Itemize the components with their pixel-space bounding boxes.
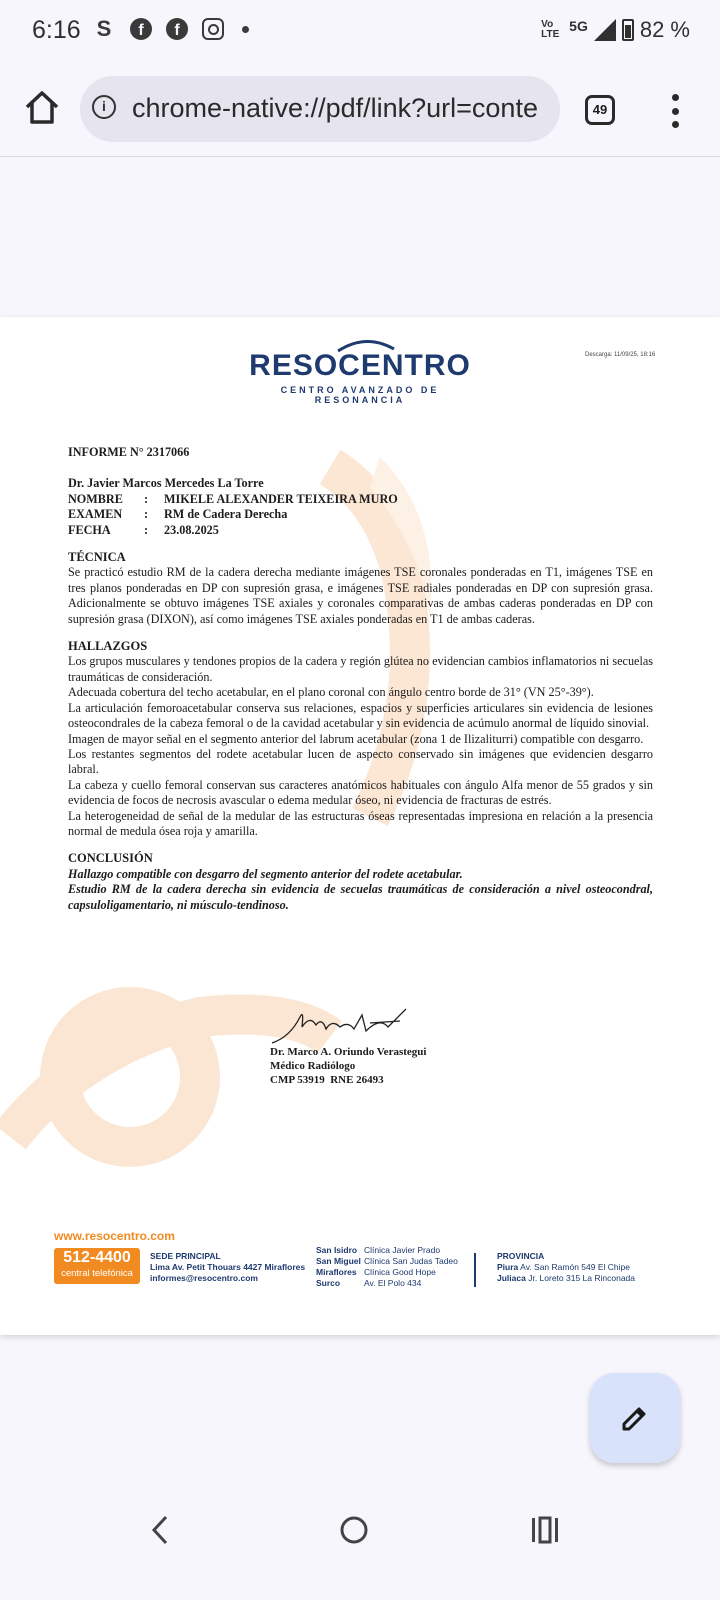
sede-address: Lima Av. Petit Thouars 4427 Miraflores	[150, 1262, 306, 1272]
download-stamp: Descarga: 11/09/25, 18:16	[585, 352, 656, 358]
report-header	[68, 445, 653, 913]
home-button[interactable]	[22, 88, 62, 128]
hallazgo-item: Los grupos musculares y tendones propios de la cadera y región glútea no evidencian cambios inflamatorios ni secuelas traumáticas de consideración.	[68, 654, 653, 684]
dot-icon	[242, 26, 249, 33]
more-menu-button[interactable]	[668, 94, 682, 128]
referring-doctor: Dr. Javier Marcos Mercedes La Torre	[68, 476, 264, 491]
meta-key: FECHA	[68, 522, 111, 537]
instagram-icon	[202, 18, 224, 40]
provincia-address: Av. San Ramón 549 El Chipe	[520, 1262, 630, 1272]
conclusion-title: CONCLUSIÓN	[68, 851, 153, 866]
conclusion-item: Hallazgo compatible con desgarro del segmento anterior del rodete acetabular.	[68, 866, 463, 881]
hallazgo-item: La heterogeneidad de señal de la medular de las estructuras óseas representadas impresiona en relación a la presencia normal de medula ósea roja y amarilla.	[68, 808, 653, 838]
branch-district: Surco	[316, 1278, 341, 1288]
tecnica-text: Se practicó estudio RM de la cadera derecha mediante imágenes TSE coronales ponderadas en T1, imágenes TSE en tres planos ponderadas en DP con supresión grasa, e imágenes TSE radiales ponderadas en DP con supresión grasa. Adicionalmente se obtuvo imágenes TSE axiales y coronales comparativas de ambas caderas ponderadas en DP con supresión grasa (DIXON), así como imágenes TSE axiales ponderadas en T1 de ambas caderas.	[68, 565, 653, 626]
menu-dot-icon	[672, 108, 679, 115]
pdf-page	[0, 317, 720, 1335]
hallazgo-item: Los restantes segmentos del rodete acetabular lucen de aspecto conservado sin imágenes que evidencien desgarro labral.	[68, 746, 653, 777]
meta-name-row: NOMBRE : MIKELE ALEXANDER TEIXEIRA MURO	[68, 491, 398, 506]
home-nav-icon[interactable]	[338, 1514, 370, 1546]
meta-date-row: FECHA : 23.08.2025	[68, 522, 219, 537]
report-number: INFORME N° 2317066	[68, 445, 190, 459]
phone-badge	[54, 1248, 140, 1284]
facebook-icon: f	[130, 18, 152, 40]
info-icon[interactable]: i	[92, 95, 116, 119]
pencil-icon	[621, 1404, 649, 1432]
battery-icon	[622, 19, 634, 41]
provincia-title: PROVINCIA	[497, 1251, 545, 1261]
provincia-city: Juliaca	[497, 1273, 526, 1283]
sede-principal	[150, 1251, 305, 1284]
navigation-bar	[0, 1480, 720, 1600]
branch-clinic: Clínica San Judas Tadeo	[364, 1256, 458, 1266]
branch-clinic: Clínica Javier Prado	[364, 1245, 441, 1255]
tab-switcher-button[interactable]: 49	[585, 95, 615, 125]
hallazgos-title: HALLAZGOS	[68, 639, 148, 654]
provincia-address: Jr. Loreto 315 La Rinconada	[528, 1273, 636, 1283]
signature-image	[270, 1007, 420, 1047]
system-icons	[541, 17, 690, 43]
footer-website: www.resocentro.com	[54, 1229, 175, 1243]
logo-title: RESOCENTRO	[249, 349, 471, 382]
clock: 6:16	[32, 16, 81, 44]
s-icon: S	[96, 16, 112, 41]
back-icon[interactable]	[148, 1514, 172, 1546]
sede-title: SEDE PRINCIPAL	[150, 1251, 221, 1261]
recents-icon[interactable]	[530, 1516, 560, 1544]
battery-percent: 82 %	[639, 17, 690, 42]
browser-toolbar	[0, 64, 720, 157]
signer-title: Médico Radiólogo	[270, 1060, 356, 1072]
branch-clinic: Clínica Good Hope	[364, 1267, 436, 1277]
phone-number: 512-4400	[63, 1249, 131, 1266]
menu-dot-icon	[672, 121, 679, 128]
tecnica-title: TÉCNICA	[68, 550, 126, 565]
hallazgo-item: La articulación femoroacetabular conserva sus relaciones, espacios y superficies articulares sin evidencia de lesiones osteocondrales de la cabeza femoral o de la cavidad acetabular y sin evidencia de acúmulo anormal de líquido sinovial.	[68, 700, 653, 731]
hallazgo-item: La cabeza y cuello femoral conservan sus caracteres anatómicos habituales con ángulo Alfa menor de 55 grados y sin evidencia de focos de necrosis avascular o edema medular óseo, ni evidencia de fracturas de estrés.	[68, 777, 653, 808]
pdf-footer	[54, 1229, 674, 1288]
menu-dot-icon	[672, 94, 679, 101]
hallazgo-item: Imagen de mayor señal en el segmento anterior del labrum acetabular (zona 1 de Ilizaliturri) compatible con desgarro.	[68, 731, 644, 746]
meta-key: NOMBRE	[68, 491, 123, 506]
volte-label: Vo LTE	[541, 19, 560, 40]
provincia-block	[497, 1251, 635, 1284]
meta-value: RM de Cadera Derecha	[164, 507, 288, 522]
branch-district: San Isidro	[316, 1245, 358, 1255]
branch-district: Miraflores	[316, 1267, 357, 1277]
signal-icon	[594, 19, 616, 41]
phone-label: central telefónica	[61, 1268, 133, 1279]
facebook-icon: f	[166, 18, 188, 40]
network-type: 5G	[569, 18, 588, 34]
branch-district: San Miguel	[316, 1256, 361, 1266]
logo-arc-icon	[336, 339, 396, 353]
signer-name: Dr. Marco A. Oriundo Verastegui	[270, 1046, 427, 1058]
sede-email: informes@resocentro.com	[150, 1273, 258, 1283]
meta-value: 23.08.2025	[164, 522, 219, 537]
provincia-city: Piura	[497, 1262, 519, 1272]
signature-block	[270, 1045, 426, 1087]
conclusion-item: Estudio RM de la cadera derecha sin evidencia de secuelas traumáticas de consideración a nivel osteocondral, capsuloligamentario, ni músculo-tendinoso.	[68, 882, 653, 912]
branch-clinics	[364, 1245, 458, 1289]
meta-key: EXAMEN	[68, 507, 123, 522]
edit-fab-button[interactable]	[590, 1373, 680, 1463]
url-text[interactable]: chrome-native://pdf/link?url=conte	[132, 93, 538, 123]
resocentro-logo	[240, 349, 480, 405]
logo-subtitle: CENTRO AVANZADO DE RESONANCIA	[280, 385, 440, 405]
meta-exam-row: EXAMEN : RM de Cadera Derecha	[68, 507, 288, 522]
address-bar[interactable]	[80, 76, 560, 142]
signer-codes: CMP 53919 RNE 26493	[270, 1074, 384, 1086]
home-icon	[22, 88, 62, 128]
footer-divider	[474, 1253, 476, 1287]
branch-districts	[316, 1245, 361, 1289]
branch-clinic: Av. El Polo 434	[364, 1278, 422, 1288]
meta-value: MIKELE ALEXANDER TEIXEIRA MURO	[164, 491, 398, 506]
hallazgo-item: Adecuada cobertura del techo acetabular, en el plano coronal con ángulo centro borde de 31° (VN 25°-39°).	[68, 685, 594, 700]
notification-icons	[92, 17, 249, 41]
status-bar	[0, 0, 720, 64]
